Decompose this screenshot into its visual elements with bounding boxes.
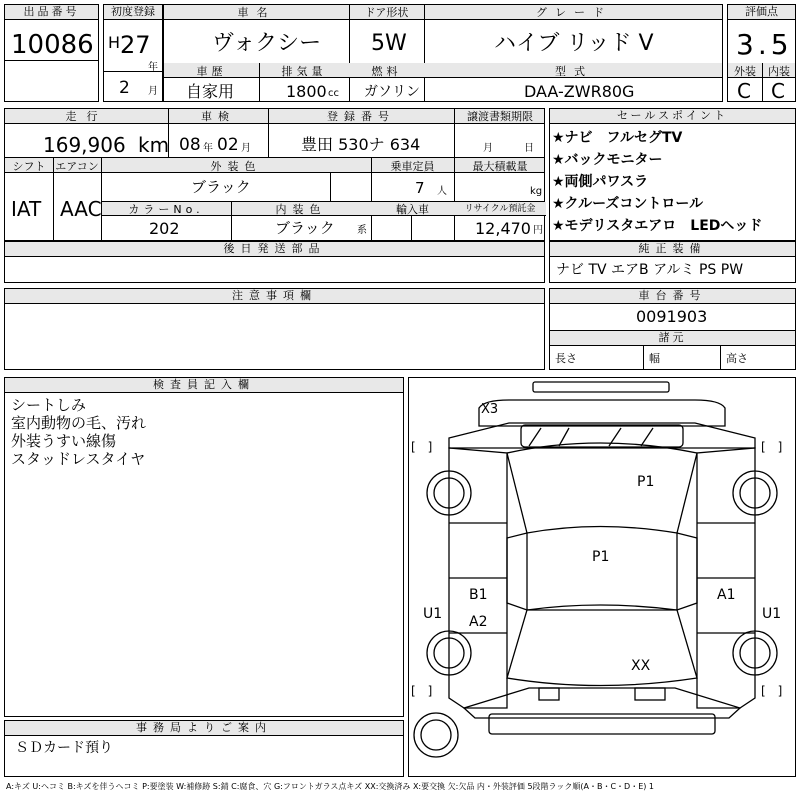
ac-value: AAC [60, 197, 102, 221]
mark-x3: X3 [481, 402, 499, 417]
lot-number-label: 出品番号 [5, 5, 98, 20]
seating-label: 乗車定員 [390, 160, 435, 173]
inspector-box [4, 377, 404, 717]
grade-label: グレード [536, 6, 612, 19]
sales-point-5: ★モデリスタエアロ LEDヘッド [552, 218, 763, 234]
year-unit: 年 [148, 62, 158, 73]
mark-u1-left: U1 [423, 606, 443, 622]
displacement-label: 排気量 [281, 65, 327, 78]
plate-value: 豊田 530ナ 634 [301, 135, 421, 154]
max-load-label: 最大積載量 [472, 160, 528, 173]
damage-diagram-box [408, 377, 796, 777]
sales-point-3: ★両側パワスラ [552, 174, 649, 190]
mark-p1-top: P1 [637, 474, 655, 490]
recycle-value: 12,470 [475, 219, 531, 238]
seating-value: 7 [415, 179, 425, 197]
sales-point-4: ★クルーズコントロール [552, 196, 704, 212]
int-color-value: ブラック [275, 219, 335, 237]
history-value: 自家用 [186, 82, 235, 101]
score-box [727, 4, 796, 102]
office-label: 事務局よりご案内 [5, 721, 403, 736]
fuel-label: 燃料 [371, 65, 402, 78]
month-unit: 月 [148, 86, 158, 97]
bracket-right-2: [ ] [761, 684, 783, 698]
transfer-deadline-label: 譲渡書類期限 [467, 110, 533, 123]
mark-b1: B1 [469, 587, 488, 603]
fuel-value: ガソリン [364, 84, 420, 100]
details-box [4, 108, 545, 241]
interior-label: 内装 [768, 65, 790, 78]
bracket-left-1: [ ] [411, 440, 433, 454]
height-label: 高さ [726, 352, 748, 365]
first-registration-label: 初度登録 [104, 5, 162, 20]
inspection-month-unit: 月 [241, 143, 251, 154]
displacement-value: 1800 [286, 82, 327, 101]
equipment-label: 純正装備 [550, 242, 795, 257]
interior-score: C [771, 79, 785, 103]
sales-points-box [549, 108, 796, 241]
ext-color-label: 外装色 [210, 160, 262, 173]
first-registration-box [103, 4, 163, 102]
car-name-label: 車名 [237, 6, 276, 19]
mark-a1: A1 [717, 587, 736, 603]
history-label: 車歴 [196, 65, 227, 78]
sales-points-label: セールスポイント [550, 109, 795, 124]
ac-label: エアコン [55, 160, 99, 173]
color-no-value: 202 [149, 219, 180, 238]
int-color-label: 内装色 [275, 203, 327, 216]
mark-a2: A2 [469, 614, 488, 630]
bracket-right-1: [ ] [761, 440, 783, 454]
lot-number-box [4, 4, 99, 102]
exterior-label: 外装 [734, 65, 756, 78]
inspector-line-2: 室内動物の毛、汚れ [11, 414, 147, 432]
car-name: ヴォクシー [212, 31, 322, 56]
mileage-label: 走行 [65, 110, 108, 123]
shift-label: シフト [12, 160, 46, 173]
mark-p1-mid: P1 [592, 549, 610, 565]
recycle-unit: 円 [533, 225, 543, 236]
door-label: ドア形状 [364, 6, 409, 19]
sales-point-1: ★ナビ フルセグTV [552, 130, 683, 146]
registration-month: 2 [119, 78, 130, 98]
car-diagram [409, 378, 795, 776]
recycle-label: リサイクル預託金 [464, 204, 536, 214]
inspector-line-3: 外装うすい線傷 [11, 432, 117, 450]
lot-number: 10086 [11, 30, 94, 60]
vehicle-main-box [163, 4, 723, 102]
inspection-month: 02 [217, 135, 239, 155]
model-value: DAA-ZWR80G [524, 82, 635, 101]
notes-label: 注意事項欄 [5, 289, 544, 304]
chassis-box [549, 288, 796, 370]
dimensions-label: 諸元 [550, 331, 795, 346]
era-label: H [108, 33, 121, 52]
office-box [4, 720, 404, 777]
sales-point-2: ★バックモニター [552, 152, 663, 168]
ext-color-value: ブラック [191, 178, 251, 196]
inspector-label: 検査員記入欄 [5, 378, 403, 393]
mileage-unit: km [138, 133, 170, 157]
legend-text: A:キズ U:ヘコミ B:キズを伴うヘコミ P:要塗装 W:補修跡 S:錆 C:腐食、穴 G:フロントガラス点キズ XX:交換済み X:要交換 欠:欠品 内・外装評価 5段階ラック順(A・B・C・D・E) 1 [6, 782, 655, 791]
shift-value: IAT [11, 197, 42, 221]
bracket-left-2: [ ] [411, 684, 433, 698]
mileage-value: 169,906 [43, 133, 126, 157]
later-parts-box [4, 241, 545, 283]
score-value: 3.5 [736, 28, 793, 61]
length-label: 長さ [555, 352, 577, 365]
office-text: ＳＤカード預り [15, 740, 113, 756]
grade: ハイブ リッド V [494, 31, 654, 56]
color-no-label: カラーNo. [128, 203, 204, 216]
mark-xx: XX [631, 658, 651, 674]
width-label: 幅 [649, 352, 660, 365]
transfer-day-unit: 日 [524, 143, 534, 154]
notes-box [4, 288, 545, 370]
inspection-year: 08 [179, 135, 201, 155]
exterior-score: C [737, 79, 751, 103]
later-parts-label: 後日発送部品 [5, 242, 544, 257]
inspection-year-unit: 年 [203, 143, 213, 154]
mark-u1-right: U1 [762, 606, 782, 622]
max-load-unit: kg [530, 186, 543, 197]
inspection-label: 車検 [201, 110, 235, 123]
plate-label: 登録番号 [327, 110, 395, 123]
door-type: 5W [371, 31, 407, 56]
import-label: 輸入車 [396, 203, 429, 216]
seating-unit: 人 [437, 186, 447, 197]
registration-year: 27 [120, 31, 151, 59]
int-color-unit: 系 [357, 225, 367, 236]
chassis-label: 車台番号 [550, 289, 795, 304]
displacement-unit: cc [328, 88, 339, 99]
chassis-number: 0091903 [636, 307, 708, 326]
inspector-line-4: スタッドレスタイヤ [11, 450, 146, 468]
model-label: 型式 [555, 65, 593, 78]
equipment-box [549, 241, 796, 283]
inspector-line-1: シートしみ [11, 396, 87, 414]
transfer-month-unit: 月 [483, 143, 493, 154]
score-label: 評価点 [728, 5, 795, 20]
equipment-value: ナビ TV エアB アルミ PS PW [556, 262, 744, 278]
